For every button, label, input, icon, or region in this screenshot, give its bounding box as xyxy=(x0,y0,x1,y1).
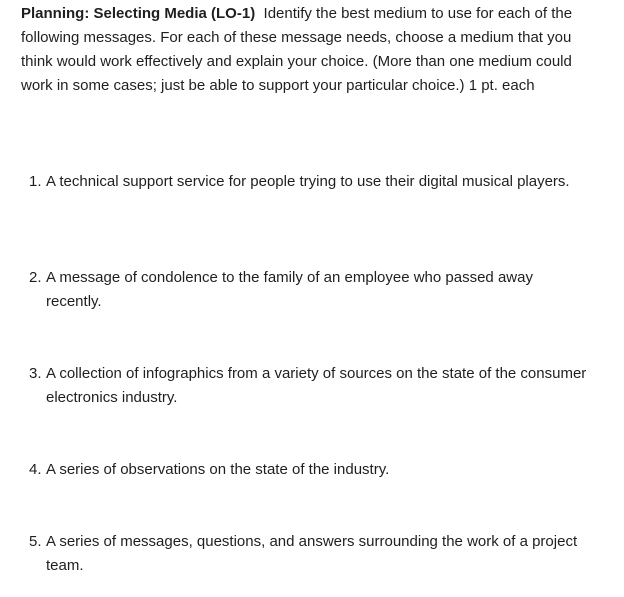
question-number: 3. xyxy=(29,365,42,382)
question-text: A series of messages, questions, and answers surrounding the work of a project team. xyxy=(46,533,578,574)
question-text: A message of condolence to the family of an employee who passed away recently. xyxy=(46,269,533,310)
instructions-text: Identify the best medium to use for each of the following messages. For each of these message needs, choose a medium that you think would work effectively and explain your choice. (More than one medium could work in some cases; just be able to support your particular choice.) 1 pt. each xyxy=(21,5,573,94)
question-text: A series of observations on the state of the industry. xyxy=(46,461,390,478)
question-number: 4. xyxy=(29,461,42,478)
instructions-paragraph xyxy=(21,2,581,98)
section-heading: Planning: Selecting Media (LO-1) xyxy=(21,5,256,22)
question-item-2 xyxy=(29,266,589,314)
question-item-1 xyxy=(29,170,570,194)
question-text: A collection of infographics from a variety of sources on the state of the consumer electronics industry. xyxy=(46,365,587,406)
question-text: A technical support service for people trying to use their digital musical players. xyxy=(46,173,570,190)
question-number: 2. xyxy=(29,269,42,286)
question-number: 1. xyxy=(29,173,42,190)
question-item-3 xyxy=(29,362,589,410)
question-number: 5. xyxy=(29,533,42,550)
question-item-4 xyxy=(29,458,389,482)
question-item-5 xyxy=(29,530,589,578)
